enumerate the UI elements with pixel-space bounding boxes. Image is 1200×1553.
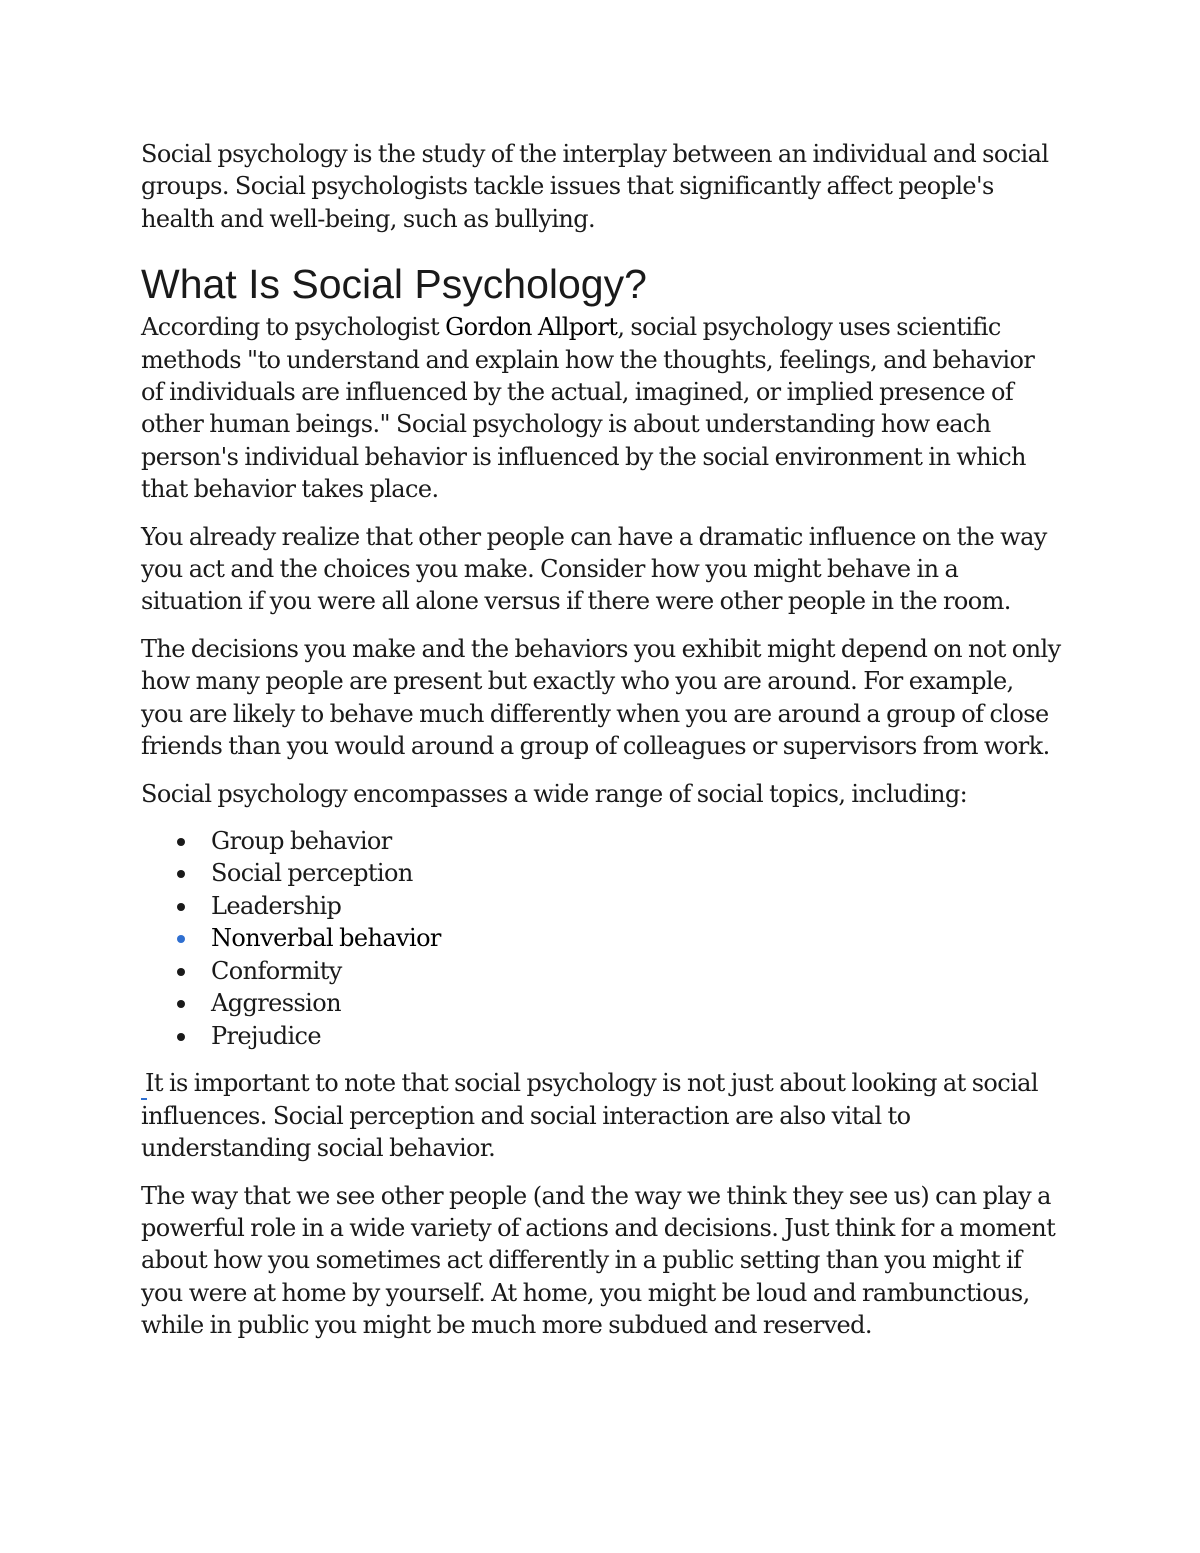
list-item-link-label[interactable]: Nonverbal behavior [211, 924, 441, 953]
bullet-icon [177, 903, 185, 911]
intro-paragraph: Social psychology is the study of the interplay between an individual and social groups. Social psychologists tackle issues that significantly affect people's health and well-being, such as bullying. [141, 140, 1049, 233]
document-page [141, 138, 1061, 1357]
topics-intro-paragraph: Social psychology encompasses a wide range of social topics, including: [141, 779, 968, 808]
list-item[interactable] [141, 922, 1061, 955]
list-item [141, 825, 1061, 858]
allport-text-before: According to psychologist [141, 313, 446, 342]
list-item-label: Social perception [211, 859, 413, 888]
bullet-icon [177, 935, 185, 943]
important-text: It is important to note that social psychology is not just about looking at social influences. Social perception and social interaction are also vital to understanding social behavior. [141, 1069, 1038, 1163]
allport-name-link[interactable]: Gordon Allport [445, 313, 618, 342]
bullet-icon [177, 870, 185, 878]
bullet-icon [177, 1033, 185, 1041]
list-item [141, 890, 1061, 923]
topics-list [141, 825, 1061, 1053]
bullet-icon [177, 1000, 185, 1008]
influence-paragraph: You already realize that other people can have a dramatic influence on the way you act and the choices you make. Consider how you might behave in a situation if you were all alone versus if there were other people in the room. [141, 522, 1047, 616]
list-item-label: Aggression [211, 989, 341, 1018]
important-paragraph [141, 1067, 1061, 1164]
section-heading: What Is Social Psychology? [141, 261, 647, 308]
perception-paragraph: The way that we see other people (and the way we think they see us) can play a powerful role in a wide variety of actions and decisions. Just think for a moment about how you sometimes act differently in a public setting than you might if you were at home by yourself. At home, you might be loud and rambunctious, while in public you might be much more subdued and reserved. [141, 1181, 1056, 1340]
list-item-label: Conformity [211, 956, 342, 985]
list-item [141, 987, 1061, 1020]
bullet-icon [177, 838, 185, 846]
list-item-label: Leadership [211, 891, 342, 920]
list-item [141, 955, 1061, 988]
list-item [141, 1020, 1061, 1053]
allport-text-after: , social psychology uses scientific methods "to understand and explain how the thoughts, feelings, and behavior of individuals are influenced by the actual, imagined, or implied presence of other human beings." Social psychology is about understanding how each person's individual behavior is influenced by the social environment in which that behavior takes place. [141, 313, 1035, 504]
list-item-label: Group behavior [211, 826, 392, 855]
list-item [141, 857, 1061, 890]
list-item-label: Prejudice [211, 1021, 322, 1050]
bullet-icon [177, 968, 185, 976]
decisions-paragraph: The decisions you make and the behaviors you exhibit might depend on not only how many people are present but exactly who you are around. For example, you are likely to behave much differently when you are around a group of close friends than you would around a group of colleagues or supervisors from work. [141, 634, 1061, 761]
allport-paragraph [141, 311, 1061, 505]
